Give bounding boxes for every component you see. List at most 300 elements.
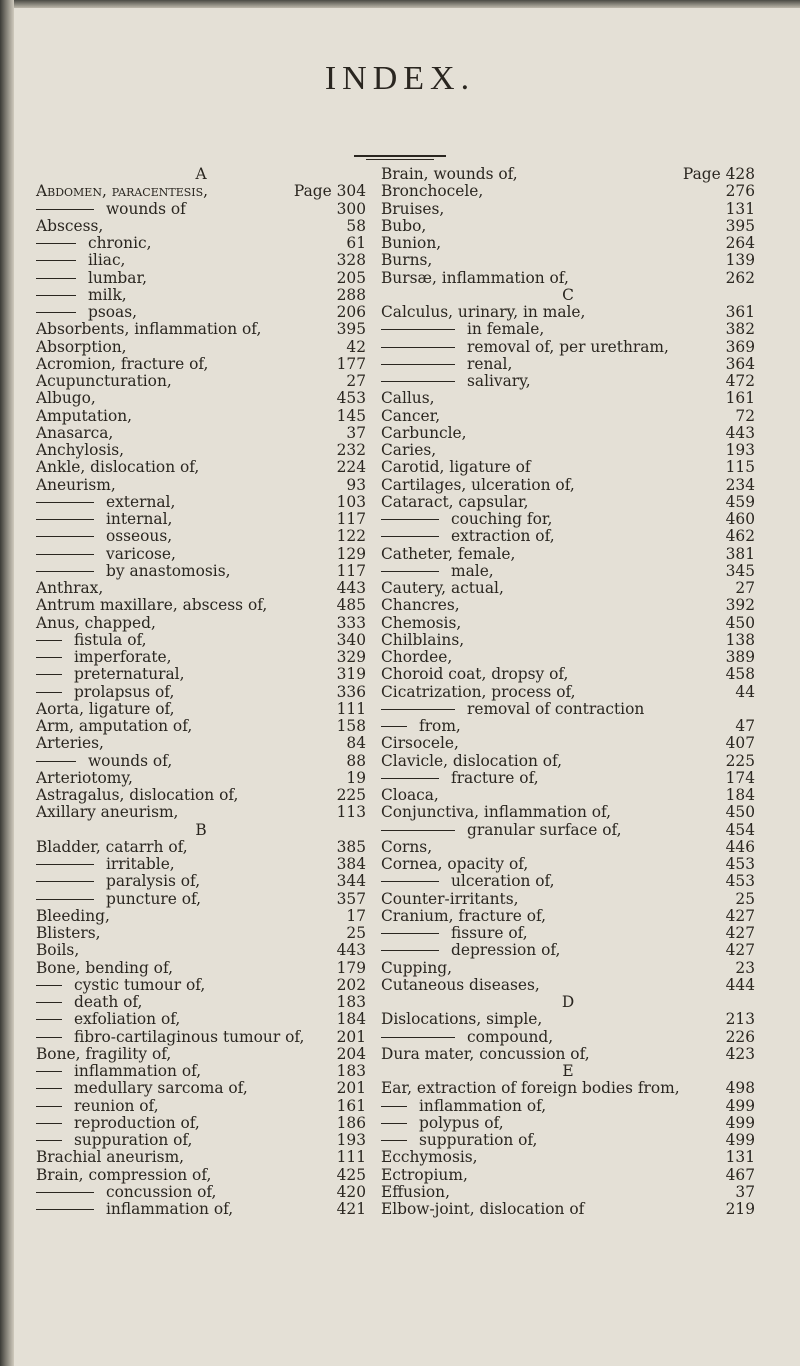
entry-page: 25 (346, 924, 366, 942)
entry-term: Conjunctiva, inflammation of, (381, 803, 612, 822)
entry-page: 158 (336, 717, 366, 735)
entry-page: 117 (336, 561, 366, 580)
entry-term: depression of, (451, 941, 561, 960)
entry-page: 450 (725, 613, 755, 632)
index-entry (36, 787, 366, 804)
ditto-dash (381, 709, 455, 710)
entry-term: suppuration of, (74, 1131, 193, 1149)
entry-page: 382 (725, 320, 755, 339)
ditto-dash (381, 1037, 455, 1038)
index-entry (36, 390, 366, 407)
index-entry (36, 597, 366, 614)
entry-term: Abscess, (36, 216, 104, 235)
index-entry (381, 1184, 755, 1201)
entry-page: 392 (725, 596, 755, 615)
entry-page: 183 (336, 1062, 366, 1080)
index-entry (36, 183, 366, 200)
entry-page: 205 (336, 268, 366, 287)
entry-term: Corns, (381, 837, 433, 856)
entry-page: 446 (725, 837, 755, 856)
index-subentry (36, 270, 366, 287)
title-rule-thick (354, 155, 446, 157)
entry-term: concussion of, (106, 1182, 217, 1201)
entry-page: 427 (725, 906, 755, 925)
index-subentry (381, 770, 755, 787)
index-entry (381, 546, 755, 563)
entry-term: Cupping, (381, 958, 452, 977)
ditto-dash (381, 364, 455, 365)
index-entry (381, 425, 755, 442)
entry-page: 224 (336, 458, 366, 477)
entry-page: 454 (725, 820, 755, 839)
index-entry (36, 960, 366, 977)
ditto-dash (381, 536, 439, 537)
entry-page: 264 (725, 234, 755, 252)
entry-term: Carbuncle, (381, 423, 467, 442)
entry-term: Ear, extraction of foreign bodies from, (381, 1079, 680, 1098)
entry-page: 42 (346, 337, 366, 356)
entry-term: Clavicle, dislocation of, (381, 751, 563, 770)
index-column-left (36, 166, 366, 1218)
entry-term: chronic, (88, 234, 152, 252)
index-subentry (381, 1132, 755, 1149)
section-letter-text: B (195, 820, 207, 839)
entry-page: 131 (725, 199, 755, 218)
entry-term: wounds of (106, 199, 186, 218)
entry-page: 138 (725, 630, 755, 649)
entry-page: 37 (346, 423, 366, 442)
index-entry (381, 218, 755, 235)
entry-page: 225 (725, 751, 755, 770)
entry-page: 385 (336, 837, 366, 856)
index-subentry (36, 201, 366, 218)
index-subentry (36, 1063, 366, 1080)
index-entry (36, 615, 366, 632)
entry-page: 319 (336, 665, 366, 684)
entry-term: Acromion, fracture of, (36, 354, 209, 373)
entry-page: 174 (725, 768, 755, 787)
entry-term: Dislocations, simple, (381, 1010, 543, 1029)
entry-page: 27 (735, 579, 755, 597)
index-entry (381, 477, 755, 494)
index-entry (36, 1149, 366, 1166)
entry-page: 193 (336, 1131, 366, 1149)
ditto-dash (36, 260, 76, 261)
entry-term: iliac, (88, 251, 126, 270)
entry-term: Bunion, (381, 234, 442, 252)
entry-term: fissure of, (451, 924, 528, 942)
entry-page: 113 (336, 803, 366, 822)
index-subentry (381, 1115, 755, 1132)
entry-term: compound, (467, 1027, 554, 1046)
entry-term: lumbar, (88, 268, 148, 287)
index-entry (381, 183, 755, 200)
index-subentry (36, 1080, 366, 1097)
entry-page: 93 (346, 475, 366, 494)
index-subentry (36, 304, 366, 321)
ditto-dash (381, 347, 455, 348)
index-entry (381, 804, 755, 821)
ditto-dash (381, 381, 455, 382)
entry-page: 443 (336, 941, 366, 960)
entry-page: 61 (346, 234, 366, 252)
entry-page: 328 (336, 251, 366, 270)
index-column-right (381, 166, 755, 1218)
entry-page: 499 (725, 1096, 755, 1115)
index-entry (381, 1011, 755, 1028)
entry-page: 425 (336, 1165, 366, 1184)
entry-term: Cancer, (381, 406, 441, 425)
index-entry (381, 235, 755, 252)
entry-page: 458 (725, 665, 755, 684)
page-title: INDEX. (324, 60, 476, 97)
ditto-dash (36, 1106, 62, 1107)
entry-term: Ectropium, (381, 1165, 468, 1184)
entry-term: reproduction of, (74, 1113, 200, 1132)
ditto-dash (36, 1002, 62, 1003)
index-subentry (381, 1029, 755, 1046)
title-rule-thin (366, 159, 434, 160)
entry-term: exfoliation of, (74, 1010, 181, 1029)
index-subentry (36, 563, 366, 580)
ditto-dash (36, 1019, 62, 1020)
entry-page: 23 (735, 958, 755, 977)
entry-term: fibro-cartilaginous tumour of, (74, 1027, 305, 1046)
entry-page: 485 (336, 596, 366, 615)
ditto-dash (381, 726, 407, 727)
entry-page: 111 (336, 1148, 366, 1167)
entry-page: 498 (725, 1079, 755, 1098)
index-subentry (381, 356, 755, 373)
entry-page: 444 (725, 975, 755, 994)
entry-page: 47 (735, 717, 755, 735)
entry-term: wounds of, (88, 751, 173, 770)
entry-page: 232 (336, 441, 366, 459)
entry-page: 122 (336, 527, 366, 546)
section-letter (36, 166, 366, 183)
index-entry (36, 580, 366, 597)
index-subentry (381, 1098, 755, 1115)
entry-page: 206 (336, 303, 366, 321)
entry-page: 44 (735, 682, 755, 701)
entry-page: 213 (725, 1010, 755, 1029)
entry-term: milk, (88, 285, 127, 304)
index-subentry (381, 942, 755, 959)
index-entry (36, 735, 366, 752)
entry-page: 184 (336, 1010, 366, 1029)
index-entry (381, 856, 755, 873)
index-entry (36, 321, 366, 338)
index-subentry (36, 649, 366, 666)
entry-page: 111 (336, 699, 366, 718)
entry-term: Carotid, ligature of (381, 458, 531, 477)
entry-term: Cicatrization, process of, (381, 682, 576, 701)
entry-term: Calculus, urinary, in male, (381, 303, 586, 321)
entry-page: 389 (725, 648, 755, 666)
index-entry (36, 925, 366, 942)
entry-page: 453 (725, 855, 755, 873)
entry-term: from, (419, 717, 461, 735)
entry-term: polypus of, (419, 1113, 504, 1132)
index-entry (381, 304, 755, 321)
index-subentry (36, 1132, 366, 1149)
entry-term: Antrum maxillare, abscess of, (36, 596, 268, 615)
entry-term: Anasarca, (36, 423, 114, 442)
index-subentry (36, 632, 366, 649)
ditto-dash (36, 502, 94, 503)
entry-term: granular surface of, (467, 820, 622, 839)
entry-page: 219 (725, 1200, 755, 1218)
entry-page: 58 (346, 216, 366, 235)
index-subentry (36, 1184, 366, 1201)
index-entry (36, 1167, 366, 1184)
index-subentry (36, 511, 366, 528)
entry-term: cystic tumour of, (74, 975, 206, 994)
entry-term: fistula of, (74, 630, 147, 649)
entry-term: Elbow-joint, dislocation of (381, 1200, 585, 1218)
entry-term: varicose, (106, 544, 176, 563)
entry-page: 19 (346, 768, 366, 787)
entry-page: 329 (336, 648, 366, 666)
ditto-dash (36, 761, 76, 762)
entry-page: 201 (336, 1079, 366, 1098)
section-letter (36, 822, 366, 839)
ditto-dash (36, 295, 76, 296)
entry-term: Cartilages, ulceration of, (381, 475, 575, 494)
entry-page: 179 (336, 958, 366, 977)
entry-page: 467 (725, 1165, 755, 1184)
index-subentry (381, 339, 755, 356)
index-subentry (36, 977, 366, 994)
entry-page: 27 (346, 372, 366, 390)
index-entry (36, 442, 366, 459)
ditto-dash (36, 554, 94, 555)
ditto-dash (381, 778, 439, 779)
entry-term: preternatural, (74, 665, 185, 684)
index-entry (381, 494, 755, 511)
entry-term: ulceration of, (451, 872, 555, 891)
index-entry (381, 684, 755, 701)
index-entry (381, 408, 755, 425)
index-entry (381, 1149, 755, 1166)
index-subentry (36, 684, 366, 701)
ditto-dash (36, 278, 76, 279)
index-entry (381, 1046, 755, 1063)
entry-term: Cautery, actual, (381, 579, 504, 597)
section-letter-text: C (562, 285, 574, 304)
entry-term: psoas, (88, 303, 137, 321)
entry-page: Page 304 (293, 182, 366, 201)
entry-term: Anthrax, (36, 579, 104, 597)
entry-term: in female, (467, 320, 545, 339)
index-subentry (36, 252, 366, 269)
entry-term: Brain, compression of, (36, 1165, 212, 1184)
entry-term: Aorta, ligature of, (36, 699, 175, 718)
ditto-dash (381, 950, 439, 951)
index-entry (36, 701, 366, 718)
entry-term: Bladder, catarrh of, (36, 837, 188, 856)
index-entry (381, 1080, 755, 1097)
index-subentry (36, 1115, 366, 1132)
index-entry (36, 339, 366, 356)
entry-term: Brachial aneurism, (36, 1148, 185, 1167)
entry-page: 443 (336, 579, 366, 597)
entry-page: 201 (336, 1027, 366, 1046)
entry-term: Aneurism, (36, 475, 116, 494)
entry-page: 300 (336, 199, 366, 218)
entry-page: 25 (735, 889, 755, 908)
index-entry (36, 1046, 366, 1063)
index-entry (36, 408, 366, 425)
index-entry (36, 218, 366, 235)
index-entry (36, 477, 366, 494)
section-letter (381, 1063, 755, 1080)
entry-term: Chilblains, (381, 630, 465, 649)
entry-page: 450 (725, 803, 755, 822)
entry-term: Abdomen, paracentesis, (36, 182, 209, 201)
index-entry (36, 908, 366, 925)
entry-term: prolapsus of, (74, 682, 175, 701)
entry-term: Anchylosis, (36, 441, 125, 459)
section-letter-text: E (562, 1062, 574, 1080)
entry-term: Boils, (36, 941, 80, 960)
index-entry (381, 960, 755, 977)
entry-term: Catheter, female, (381, 544, 516, 563)
entry-term: Cloaca, (381, 786, 439, 804)
entry-page: 460 (725, 510, 755, 528)
index-entry (381, 270, 755, 287)
entry-page: 472 (725, 372, 755, 390)
index-subentry (381, 701, 755, 718)
entry-term: Bleeding, (36, 906, 110, 925)
entry-term: imperforate, (74, 648, 172, 666)
entry-term: salivary, (467, 372, 531, 390)
ditto-dash (36, 536, 94, 537)
entry-page: 361 (725, 303, 755, 321)
index-subentry (381, 718, 755, 735)
entry-term: Anus, chapped, (36, 613, 156, 632)
ditto-dash (36, 1192, 94, 1193)
entry-term: removal of contraction (467, 699, 645, 718)
entry-page: 276 (725, 182, 755, 201)
binding-edge (0, 0, 14, 1366)
entry-term: Bruises, (381, 199, 445, 218)
index-subentry (36, 528, 366, 545)
entry-page: 37 (735, 1182, 755, 1201)
index-subentry (36, 235, 366, 252)
index-entry (36, 356, 366, 373)
ditto-dash (36, 571, 94, 572)
ditto-dash (36, 519, 94, 520)
entry-page: 453 (336, 389, 366, 408)
entry-page: 193 (725, 441, 755, 459)
ditto-dash (381, 1140, 407, 1141)
entry-page: 364 (725, 354, 755, 373)
entry-term: Brain, wounds of, (381, 165, 518, 183)
entry-term: osseous, (106, 527, 173, 546)
ditto-dash (36, 243, 76, 244)
index-entry (381, 252, 755, 269)
index-entry (36, 804, 366, 821)
section-letter-text: D (561, 993, 575, 1011)
entry-term: Cirsocele, (381, 734, 459, 753)
entry-page: 204 (336, 1044, 366, 1063)
entry-term: paralysis of, (106, 872, 201, 891)
ditto-dash (36, 985, 62, 986)
entry-term: Counter-irritants, (381, 889, 519, 908)
entry-page: 17 (346, 906, 366, 925)
entry-term: Astragalus, dislocation of, (36, 786, 239, 804)
entry-term: inflammation of, (419, 1096, 547, 1115)
entry-page: 344 (336, 872, 366, 891)
entry-page: 369 (725, 337, 755, 356)
entry-page: 336 (336, 682, 366, 701)
index-subentry (381, 563, 755, 580)
section-letter-text: A (195, 165, 207, 183)
entry-term: death of, (74, 993, 143, 1011)
entry-term: Arteriotomy, (36, 768, 133, 787)
index-subentry (36, 994, 366, 1011)
entry-page: 459 (725, 492, 755, 511)
entry-page: 420 (336, 1182, 366, 1201)
entry-page: 395 (336, 320, 366, 339)
entry-term: reunion of, (74, 1096, 159, 1115)
entry-page: 226 (725, 1027, 755, 1046)
entry-page: 340 (336, 630, 366, 649)
ditto-dash (36, 657, 62, 658)
entry-term: Blisters, (36, 924, 101, 942)
index-subentry (381, 528, 755, 545)
entry-term: Chordee, (381, 648, 453, 666)
index-subentry (36, 287, 366, 304)
entry-page: 499 (725, 1113, 755, 1132)
index-subentry (36, 546, 366, 563)
index-entry (381, 649, 755, 666)
entry-page: 443 (725, 423, 755, 442)
entry-term: internal, (106, 510, 173, 528)
entry-term: by anastomosis, (106, 561, 231, 580)
entry-page: 381 (725, 544, 755, 563)
entry-page: 84 (346, 734, 366, 753)
entry-term: Bubo, (381, 216, 427, 235)
entry-page: 421 (336, 1200, 366, 1218)
ditto-dash (36, 209, 94, 210)
index-entry (381, 735, 755, 752)
entry-page: 145 (336, 406, 366, 425)
index-entry (381, 442, 755, 459)
entry-term: Axillary aneurism, (36, 803, 179, 822)
entry-page: 427 (725, 941, 755, 960)
index-subentry (381, 321, 755, 338)
entry-term: Albugo, (36, 389, 96, 408)
entry-page: 88 (346, 751, 366, 770)
entry-page: 262 (725, 268, 755, 287)
entry-term: puncture of, (106, 889, 202, 908)
entry-term: Chancres, (381, 596, 460, 615)
entry-page: 115 (725, 458, 755, 477)
index-subentry (381, 873, 755, 890)
entry-page: 225 (336, 786, 366, 804)
index-subentry (36, 873, 366, 890)
entry-page: 129 (336, 544, 366, 563)
index-entry (36, 942, 366, 959)
ditto-dash (381, 881, 439, 882)
ditto-dash (36, 1071, 62, 1072)
ditto-dash (381, 329, 455, 330)
entry-term: Bone, fragility of, (36, 1044, 172, 1063)
entry-term: Callus, (381, 389, 435, 408)
index-entry (36, 770, 366, 787)
